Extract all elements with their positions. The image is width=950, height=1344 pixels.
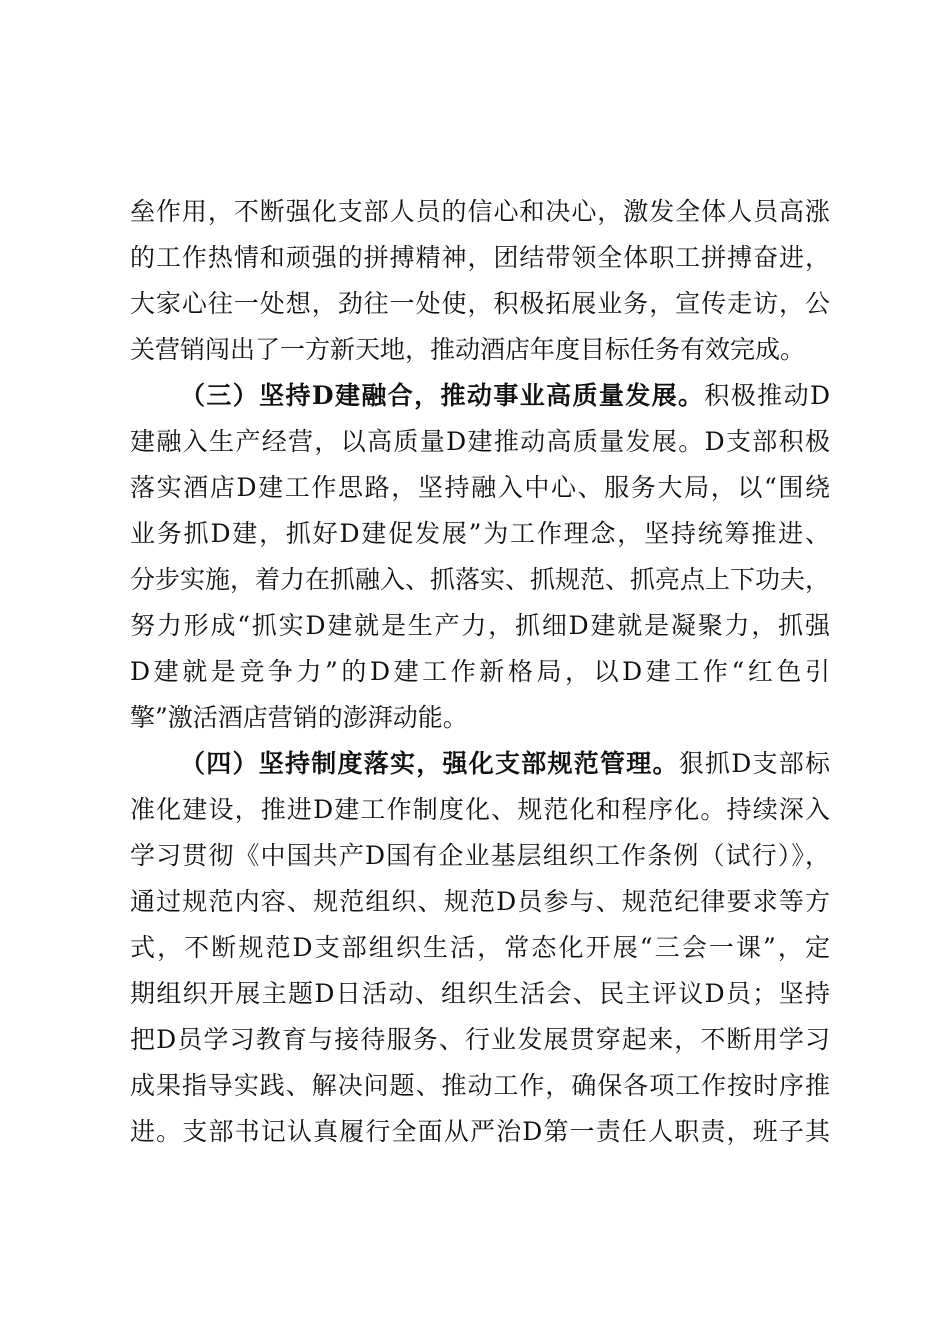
paragraph-1-line-3: 大家心往一处想，劲往一处使，积极拓展业务，宣传走访，公	[130, 289, 830, 318]
paragraph-3-line-8: 成果指导实践、解决问题、推动工作，确保各项工作按时序推	[130, 1071, 830, 1100]
paragraph-3-line-2: 准化建设，推进D建工作制度化、规范化和程序化。持续深入	[130, 795, 830, 824]
paragraph-3-line-4: 通过规范内容、规范组织、规范D员参与、规范纪律要求等方	[130, 887, 830, 916]
paragraph-2-line-8: 擎”激活酒店营销的澎湃动能。	[130, 703, 468, 732]
section-3-heading: （三）坚持D建融合，推动事业高质量发展。	[180, 381, 705, 410]
paragraph-3-line-6: 期组织开展主题D日活动、组织生活会、民主评议D员；坚持	[130, 979, 830, 1008]
paragraph-3-line-9: 进。支部书记认真履行全面从严治D第一责任人职责，班子其	[130, 1117, 830, 1146]
paragraph-2-line-6: 努力形成“抓实D建就是生产力，抓细D建就是凝聚力，抓强	[130, 611, 830, 640]
paragraph-2-first-line	[180, 376, 830, 416]
paragraph-3-line-7: 把D员学习教育与接待服务、行业发展贯穿起来，不断用学习	[130, 1025, 830, 1054]
paragraph-2-line-5: 分步实施，着力在抓融入、抓落实、抓规范、抓亮点上下功夫，	[130, 565, 831, 594]
section-4-heading: （四）坚持制度落实，强化支部规范管理。	[180, 749, 679, 778]
paragraph-1-line-4: 关营销闯出了一方新天地，推动酒店年度目标任务有效完成。	[130, 335, 806, 364]
paragraph-2-line-7: D建就是竞争力”的D建工作新格局，以D建工作“红色引	[130, 657, 830, 686]
paragraph-1-line-2: 的工作热情和顽强的拼搏精神，团结带领全体职工拼搏奋进，	[130, 243, 830, 272]
paragraph-3-line-3: 学习贯彻《中国共产D国有企业基层组织工作条例（试行）》，	[130, 841, 830, 870]
paragraph-3-first-line	[180, 744, 830, 784]
paragraph-1-line-1: 垒作用，不断强化支部人员的信心和决心，激发全体人员高涨	[130, 197, 830, 226]
paragraph-3-first-line-rest: 狠抓D支部标	[678, 749, 830, 778]
paragraph-2-line-3: 落实酒店D建工作思路，坚持融入中心、服务大局，以“围绕	[130, 473, 830, 502]
paragraph-2-line-2: 建融入生产经营，以高质量D建推动高质量发展。D支部积极	[130, 427, 830, 456]
paragraph-3-line-5: 式，不断规范D支部组织生活，常态化开展“三会一课”，定	[130, 933, 830, 962]
paragraph-2-first-line-rest: 积极推动D	[704, 381, 830, 410]
paragraph-2-line-4: 业务抓D建，抓好D建促发展”为工作理念，坚持统筹推进、	[130, 519, 830, 548]
